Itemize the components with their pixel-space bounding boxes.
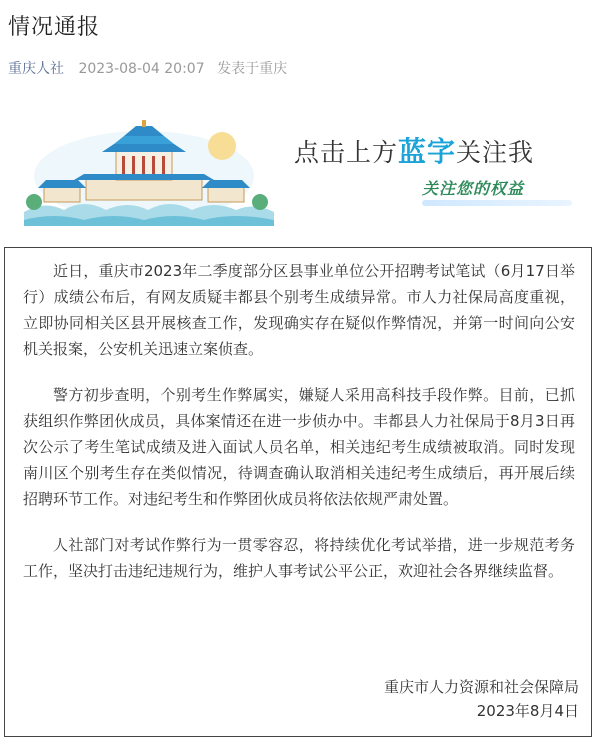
follow-banner[interactable] bbox=[24, 116, 594, 226]
article-meta bbox=[8, 58, 287, 78]
signature-date: 2023年8月4日 bbox=[476, 702, 579, 720]
notice-paragraph: 警方初步查明，个别考生作弊属实，嫌疑人采用高科技手段作弊。目前，已抓获组织作弊团伙成员，具体案情还在进一步侦办中。丰都县人力社保局于8月3日再次公示了考生笔试成绩及进入面试人员名单，相关违纪考生成绩被取消。同时发现南川区个别考生存在类似情况，待调查确认取消相关违纪考生成绩后，再开展后续招聘环节工作。对违纪考生和作弊团伙成员将依法依规严肃处置。 bbox=[23, 386, 575, 508]
signature-organization: 重庆市人力资源和社会保障局 bbox=[383, 678, 579, 696]
slogan-prefix: 点击上方 bbox=[294, 138, 399, 167]
article-title: 情况通报 bbox=[8, 15, 101, 40]
slogan-suffix: 关注我 bbox=[456, 138, 535, 167]
follow-slogan bbox=[294, 130, 534, 170]
account-name-link[interactable]: 重庆人社 bbox=[8, 61, 64, 77]
chongqing-landmark-illustration bbox=[24, 116, 274, 226]
tagline-highlight-bar bbox=[422, 200, 572, 206]
publish-location: 发表于重庆 bbox=[217, 61, 288, 77]
notice-box bbox=[4, 247, 592, 737]
slogan-highlight: 蓝字 bbox=[398, 135, 457, 168]
banner-tagline: 关注您的权益 bbox=[422, 179, 525, 198]
notice-paragraph: 人社部门对考试作弊行为一贯零容忍，将持续优化考试举措，进一步规范考务工作，坚决打击违纪违规行为，维护人事考试公平公正，欢迎社会各界继续监督。 bbox=[23, 536, 575, 580]
notice-paragraph: 近日，重庆市2023年二季度部分区县事业单位公开招聘考试笔试（6月17日举行）成绩公布后，有网友质疑丰都县个别考生成绩异常。市人力社保局高度重视，立即协同相关区县开展核查工作，发现确实存在疑似作弊情况，并第一时间向公安机关报案，公安机关迅速立案侦查。 bbox=[23, 262, 575, 358]
publish-datetime: 2023-08-04 20:07 bbox=[78, 61, 205, 77]
